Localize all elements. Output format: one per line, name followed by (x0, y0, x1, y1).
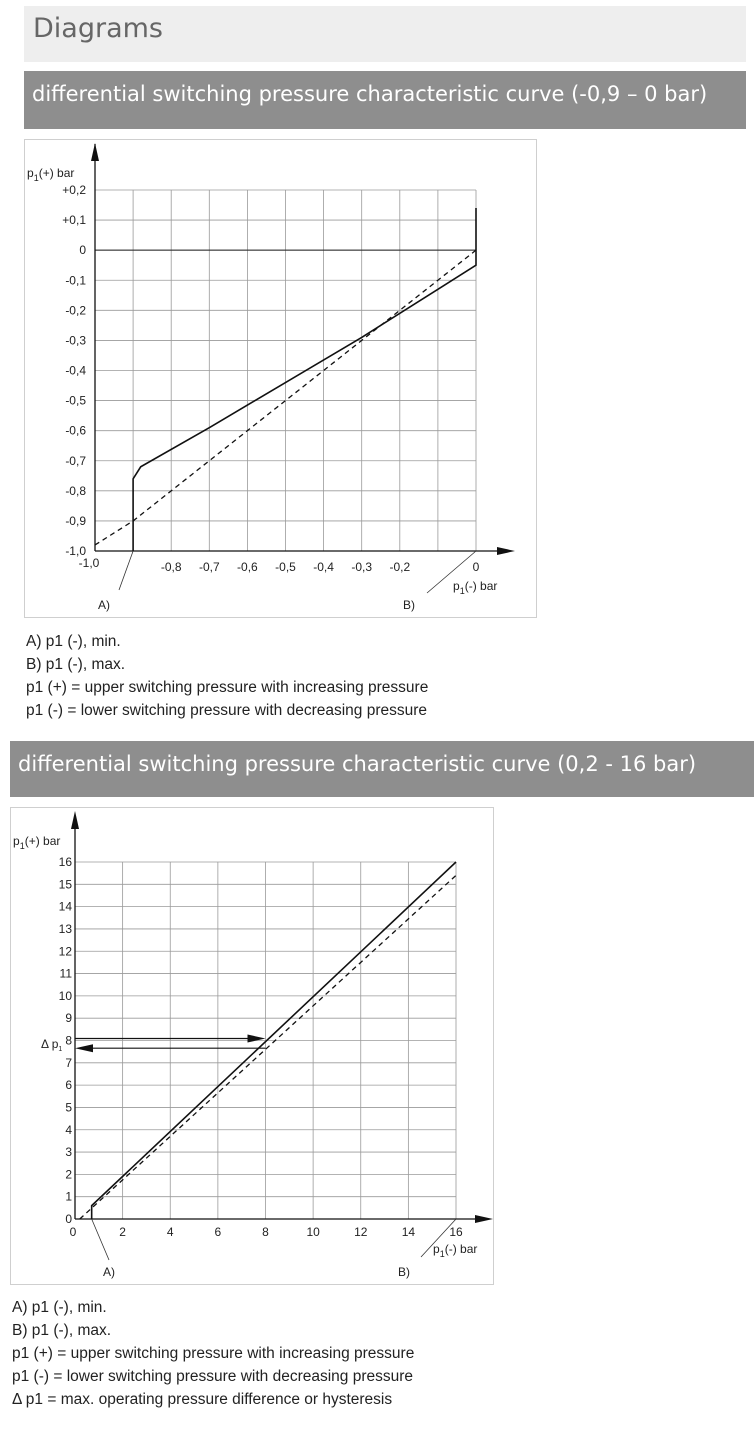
chart1-svg (25, 140, 538, 619)
x-axis-label: $p_1(-)$ bar (433, 1242, 478, 1259)
y-tick-label: 3 (65, 1145, 72, 1160)
y-tick-label: -0,5 (65, 393, 86, 408)
y-tick-label: -0,4 (65, 363, 86, 378)
x-axis-arrow (475, 1215, 493, 1223)
x-tick-label: 2 (119, 1225, 126, 1239)
y-tick-label: -1,0 (65, 544, 86, 558)
y-tick-label: 5 (65, 1100, 72, 1115)
delta-arrow-upper-head (248, 1035, 266, 1043)
y-tick-label: -0,1 (65, 273, 86, 288)
section-heading-pressure: differential switching pressure characteristic curve (0,2 - 16 bar) (10, 741, 754, 797)
x-tick-label: -0,6 (237, 560, 258, 574)
y-tick-label: 14 (58, 899, 72, 914)
x-tick-label: 10 (306, 1225, 320, 1239)
y-axis-label: $p_1(+)$ bar (27, 166, 75, 183)
y-tick-label: 9 (65, 1011, 72, 1026)
y-tick-label: 13 (58, 921, 72, 936)
legend-item: B) p1 (-), max. (12, 1322, 112, 1339)
x-tick-label: 12 (354, 1225, 368, 1239)
y-tick-label: 6 (65, 1078, 72, 1093)
y-tick-label: -0,9 (65, 513, 86, 528)
x-tick-label: -0,2 (389, 560, 411, 574)
chart2-svg (11, 808, 495, 1286)
legend-item: p1 (-) = lower switching pressure with decreasing pressure (26, 702, 428, 719)
x-tick-label: -1,0 (78, 556, 100, 570)
legend-item: A) p1 (-), min. (12, 1299, 107, 1316)
y-tick-label: 1 (65, 1189, 72, 1204)
x-tick-label: 6 (214, 1225, 222, 1239)
y-tick-label: -0,7 (65, 453, 86, 468)
legend-item: A) p1 (-), min. (26, 633, 121, 650)
section-heading-vacuum: differential switching pressure characteristic curve (-0,9 – 0 bar) (24, 71, 746, 129)
marker-b-label: B) (398, 1265, 410, 1279)
y-tick-label: +0,2 (62, 183, 86, 197)
y-tick-label: 8 (65, 1033, 72, 1048)
marker-a-leader (92, 1219, 109, 1260)
y-tick-label: -0,6 (65, 423, 86, 438)
y-tick-label: 16 (58, 855, 72, 869)
legend-vacuum (26, 630, 428, 722)
legend-item: p1 (-) = lower switching pressure with decreasing pressure (12, 1368, 414, 1385)
x-tick-label: -0,8 (160, 560, 182, 574)
y-tick-label: 12 (58, 944, 72, 959)
marker-b-label: B) (403, 598, 415, 612)
y-tick-label: 10 (58, 988, 72, 1003)
y-tick-label: -0,8 (65, 483, 86, 498)
x-tick-label: 14 (401, 1225, 416, 1239)
series-line-upper (133, 208, 476, 551)
legend-item: p1 (+) = upper switching pressure with increasing pressure (26, 679, 429, 696)
x-tick-label: 16 (449, 1225, 463, 1239)
y-tick-label: 15 (58, 877, 72, 892)
y-tick-label: 11 (59, 966, 72, 981)
y-tick-label: +0,1 (62, 213, 86, 228)
marker-a-label: A) (98, 598, 110, 612)
series-line-lower (80, 875, 456, 1219)
delta-arrow-lower-head (75, 1044, 93, 1052)
marker-a-label: A) (103, 1265, 115, 1279)
y-tick-label: 2 (65, 1167, 72, 1182)
x-tick-label: 0 (472, 560, 480, 574)
legend-pressure (12, 1296, 414, 1411)
y-axis-arrow (91, 143, 99, 161)
legend-item: p1 (+) = upper switching pressure with increasing pressure (12, 1345, 415, 1362)
legend-item: B) p1 (-), max. (26, 656, 126, 673)
y-tick-label: 0 (79, 243, 86, 258)
x-tick-label: 0 (69, 1225, 77, 1239)
x-tick-label: 4 (166, 1225, 174, 1239)
page-title: Diagrams (24, 6, 746, 62)
delta-p1-label: Δ $p_1$ (41, 1036, 63, 1053)
legend-item: Δ p1 = max. operating pressure difference or hysteresis (12, 1391, 393, 1408)
y-tick-label: -0,2 (65, 303, 86, 318)
y-axis-label: $p_1(+)$ bar (13, 834, 61, 851)
chart-vacuum-range (24, 139, 537, 618)
y-tick-label: 0 (65, 1212, 72, 1226)
x-axis-label: $p_1(-)$ bar (453, 579, 498, 596)
x-tick-label: -0,3 (351, 560, 373, 574)
y-axis-arrow (71, 811, 79, 829)
y-tick-label: 7 (65, 1055, 72, 1070)
x-tick-label: -0,7 (198, 560, 220, 574)
x-tick-label: -0,5 (275, 560, 296, 574)
x-tick-label: -0,4 (313, 560, 334, 574)
y-tick-label: -0,3 (65, 333, 86, 348)
marker-a-leader (119, 551, 133, 590)
chart-pressure-range (10, 807, 494, 1285)
x-tick-label: 8 (262, 1225, 269, 1239)
y-tick-label: 4 (65, 1122, 72, 1137)
x-axis-arrow (497, 547, 515, 555)
